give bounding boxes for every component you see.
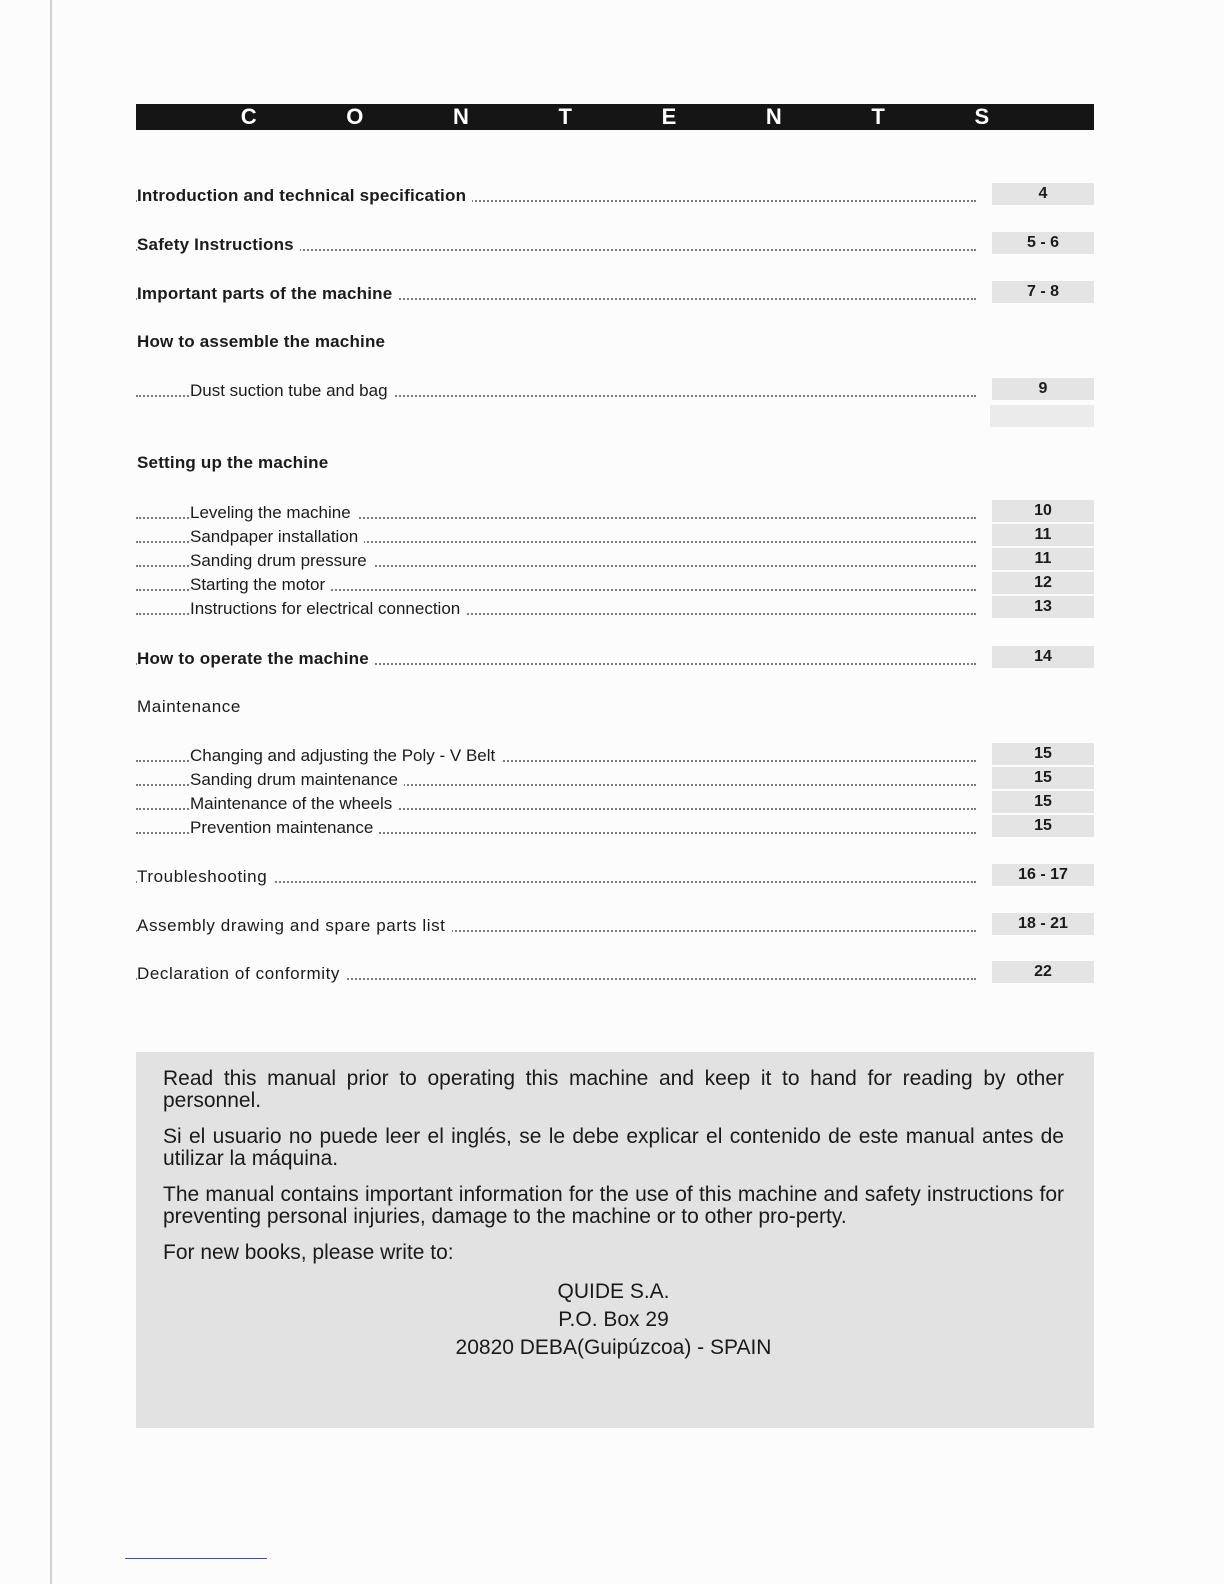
toc-entry-label: Starting the motor [190, 574, 331, 596]
toc-entry-label: Maintenance [137, 696, 247, 718]
toc-section-heading [136, 452, 1094, 474]
toc-entry[interactable] [136, 793, 1094, 815]
toc-entry-label: How to operate the machine [137, 648, 375, 670]
footer-rule [125, 1558, 267, 1559]
toc-entry-label: How to assemble the machine [137, 331, 391, 353]
toc-page-number: 15 [992, 791, 1094, 813]
toc-entry[interactable] [136, 866, 1094, 888]
toc-page-number: 11 [992, 548, 1094, 570]
toc-entry-label: Sandpaper installation [190, 526, 364, 548]
company-address [163, 1278, 1064, 1362]
toc-entry[interactable] [136, 817, 1094, 839]
toc-entry[interactable] [136, 745, 1094, 767]
manual-notice-box [136, 1052, 1094, 1428]
toc-page-number: 5 - 6 [992, 232, 1094, 254]
toc-entry-label: Safety Instructions [137, 234, 300, 256]
toc-entry[interactable] [136, 769, 1094, 791]
toc-entry[interactable] [136, 283, 1094, 305]
toc-entry[interactable] [136, 963, 1094, 985]
header-letter: T [558, 104, 572, 129]
toc-page-number: 14 [992, 646, 1094, 668]
toc-page-number: 9 [992, 378, 1094, 400]
toc-entry-label: Changing and adjusting the Poly - V Belt [190, 745, 501, 767]
notice-paragraph: Si el usuario no puede leer el inglés, se le debe explicar el contenido de este manual antes de utilizar la máquina. [163, 1125, 1064, 1170]
toc-entry-label: Maintenance of the wheels [190, 793, 398, 815]
toc-entry[interactable] [136, 380, 1094, 402]
toc-entry[interactable] [136, 915, 1094, 937]
header-letter: N [765, 104, 782, 129]
toc-entry-label: Introduction and technical specification [137, 185, 472, 207]
toc-entry-label: Setting up the machine [137, 452, 334, 474]
toc-entry[interactable] [136, 574, 1094, 596]
header-letter: N [453, 104, 469, 129]
notice-paragraph: For new books, please write to: [163, 1241, 454, 1264]
toc-page-number: 15 [992, 743, 1094, 765]
toc-page-number: 13 [992, 596, 1094, 618]
toc-entry[interactable] [136, 550, 1094, 572]
toc-entry-label: Declaration of conformity [137, 963, 346, 985]
toc-entry-label: Important parts of the machine [137, 283, 398, 305]
header-letter: C [240, 104, 257, 129]
toc-page-number: 15 [992, 815, 1094, 837]
notice-paragraph: Read this manual prior to operating this machine and keep it to hand for reading by other personnel. [163, 1067, 1064, 1112]
toc-entry-label: Prevention maintenance [190, 817, 379, 839]
toc-page-number: 22 [992, 961, 1094, 983]
toc-entry-label: Sanding drum pressure [190, 550, 373, 572]
toc-section-heading [136, 696, 1094, 718]
toc-entry-label: Leveling the machine [190, 502, 357, 524]
toc-entry-label: Sanding drum maintenance [190, 769, 404, 791]
address-line: P.O. Box 29 [558, 1308, 669, 1331]
toc-entry[interactable] [136, 234, 1094, 256]
toc-entry[interactable] [136, 648, 1094, 670]
header-letter: S [974, 104, 990, 129]
address-line: QUIDE S.A. [557, 1280, 670, 1303]
toc-page-number: 16 - 17 [992, 864, 1094, 886]
toc-page-number: 12 [992, 572, 1094, 594]
header-letter: E [661, 104, 677, 129]
toc-page-number: 7 - 8 [992, 281, 1094, 303]
toc-page-number: 18 - 21 [992, 913, 1094, 935]
toc-entry-label: Dust suction tube and bag [190, 380, 394, 402]
toc-entry[interactable] [136, 526, 1094, 548]
address-line: 20820 DEBA(Guipúzcoa) - SPAIN [455, 1336, 772, 1359]
toc-section-heading [136, 331, 1094, 353]
toc-entry[interactable] [136, 502, 1094, 524]
toc-entry[interactable] [136, 185, 1094, 207]
toc-page-number: 15 [992, 767, 1094, 789]
toc-page-number: 4 [992, 183, 1094, 205]
toc-entry-label: Troubleshooting [137, 866, 273, 888]
page-number-shade [990, 405, 1094, 427]
toc-page-number: 11 [992, 524, 1094, 546]
notice-paragraph: The manual contains important information for the use of this machine and safety instructions for preventing personal injuries, damage to the machine or to other pro-perty. [163, 1183, 1064, 1228]
header-letter: O [346, 104, 364, 129]
toc-entry-label: Assembly drawing and spare parts list [137, 915, 452, 937]
toc-entry[interactable] [136, 598, 1094, 620]
header-letter: T [871, 104, 885, 129]
toc-page-number: 10 [992, 500, 1094, 522]
toc-entry-label: Instructions for electrical connection [190, 598, 466, 620]
